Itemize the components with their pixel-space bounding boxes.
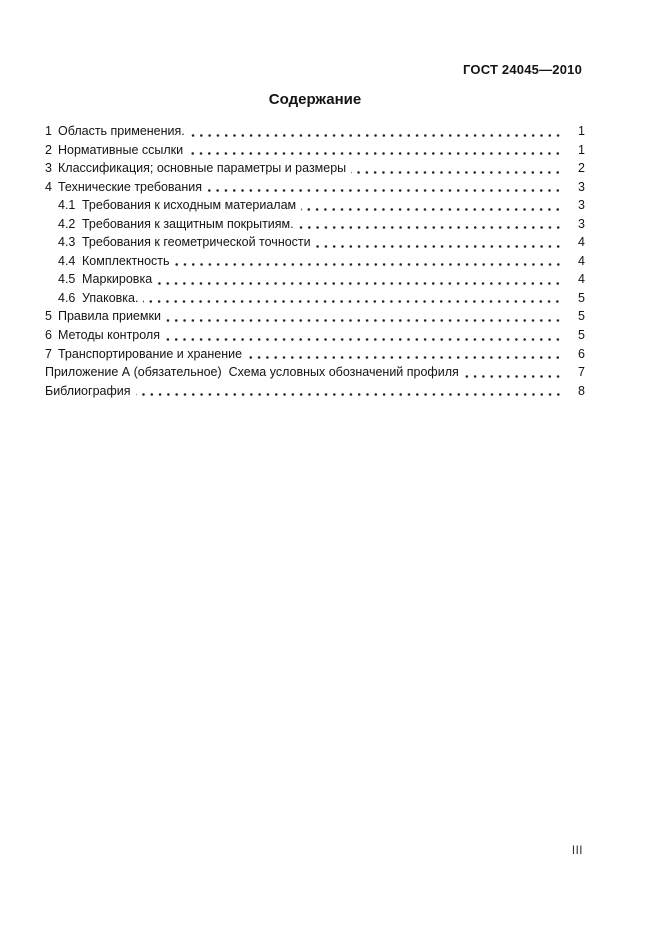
dot-leader <box>464 363 564 382</box>
toc-entry-number: 7 <box>45 346 52 361</box>
toc-entry <box>45 196 585 215</box>
dot-leader <box>175 252 564 271</box>
toc-entry <box>45 363 585 382</box>
toc-entry <box>45 233 585 252</box>
toc-entry <box>45 270 585 289</box>
toc-entry-label: Требования к геометрической точности <box>82 235 311 250</box>
toc-entry-number: 4.1 <box>58 198 76 213</box>
toc-entry <box>45 141 585 160</box>
toc-entry-page: 8 <box>578 383 585 398</box>
toc-entry-page: 2 <box>578 161 585 176</box>
dot-leader <box>166 307 564 326</box>
toc-entry <box>45 307 585 326</box>
toc-entry-label: Область применения. <box>58 124 185 138</box>
toc-entry <box>45 326 585 345</box>
toc-entry-number: 4.3 <box>58 235 76 250</box>
toc-entry-page: 1 <box>578 124 585 138</box>
toc-entry <box>45 382 585 401</box>
toc-entry-page: 7 <box>578 365 585 380</box>
toc-entry-number: 4.6 <box>58 290 76 305</box>
toc-entry-page: 4 <box>578 272 585 287</box>
toc-entry <box>45 289 585 308</box>
toc-entry-label: Нормативные ссылки <box>58 142 184 157</box>
dot-leader <box>157 270 564 289</box>
toc-entry-label: Библиография <box>45 383 131 398</box>
toc-entry-number: 4.4 <box>58 253 76 268</box>
toc-entry-page: 3 <box>578 216 585 231</box>
toc-entry-page: 1 <box>578 142 585 157</box>
dot-leader <box>207 178 564 197</box>
toc-entry-number: 2 <box>45 142 52 157</box>
table-of-contents <box>45 122 585 400</box>
toc-entry-page: 4 <box>578 235 585 250</box>
toc-entry-page: 5 <box>578 328 585 343</box>
dot-leader <box>299 215 564 234</box>
toc-entry <box>45 345 585 364</box>
toc-entry-label: Методы контроля <box>58 328 160 343</box>
page-title: Содержание <box>268 91 362 108</box>
toc-entry-page: 3 <box>578 179 585 194</box>
toc-entry-number: 4.2 <box>58 216 76 231</box>
toc-entry-label: Классификация; основные параметры и размеры <box>58 161 347 176</box>
toc-entry-number: 6 <box>45 328 52 343</box>
dot-leader <box>165 326 564 345</box>
toc-entry-number: 1 <box>45 124 52 138</box>
page-number-roman: III <box>571 845 583 857</box>
dot-leader <box>143 289 564 308</box>
toc-entry-number: 4 <box>45 179 52 194</box>
toc-entry <box>45 122 585 141</box>
dot-leader <box>188 141 564 160</box>
dot-leader <box>190 122 564 141</box>
toc-entry <box>45 159 585 178</box>
toc-entry-label: Приложение А (обязательное) Схема условных обозначений профиля <box>45 365 459 380</box>
toc-entry-label: Упаковка. <box>82 290 139 305</box>
toc-entry-label: Технические требования <box>58 179 203 194</box>
toc-entry-number: 3 <box>45 161 52 176</box>
dot-leader <box>351 159 564 178</box>
dot-leader <box>301 196 564 215</box>
toc-entry-label: Комплектность <box>82 253 170 268</box>
toc-entry <box>45 215 585 234</box>
toc-entry-page: 6 <box>578 346 585 361</box>
toc-entry-page: 5 <box>578 309 585 324</box>
toc-entry-page: 4 <box>578 253 585 268</box>
toc-entry-label: Маркировка <box>82 272 153 287</box>
toc-entry-page: 5 <box>578 290 585 305</box>
dot-leader <box>136 382 564 401</box>
toc-entry-label: Требования к защитным покрытиям. <box>82 216 294 231</box>
toc-entry-label: Транспортирование и хранение <box>58 346 243 361</box>
toc-entry-label: Требования к исходным материалам <box>82 198 297 213</box>
doc-number: ГОСТ 24045—2010 <box>463 62 582 77</box>
dot-leader <box>247 345 564 364</box>
toc-entry-page: 3 <box>578 198 585 213</box>
toc-entry-number: 5 <box>45 309 52 324</box>
toc-entry <box>45 252 585 271</box>
toc-entry-number: 4.5 <box>58 272 76 287</box>
toc-entry <box>45 178 585 197</box>
dot-leader <box>316 233 564 252</box>
toc-entry-label: Правила приемки <box>58 309 161 324</box>
